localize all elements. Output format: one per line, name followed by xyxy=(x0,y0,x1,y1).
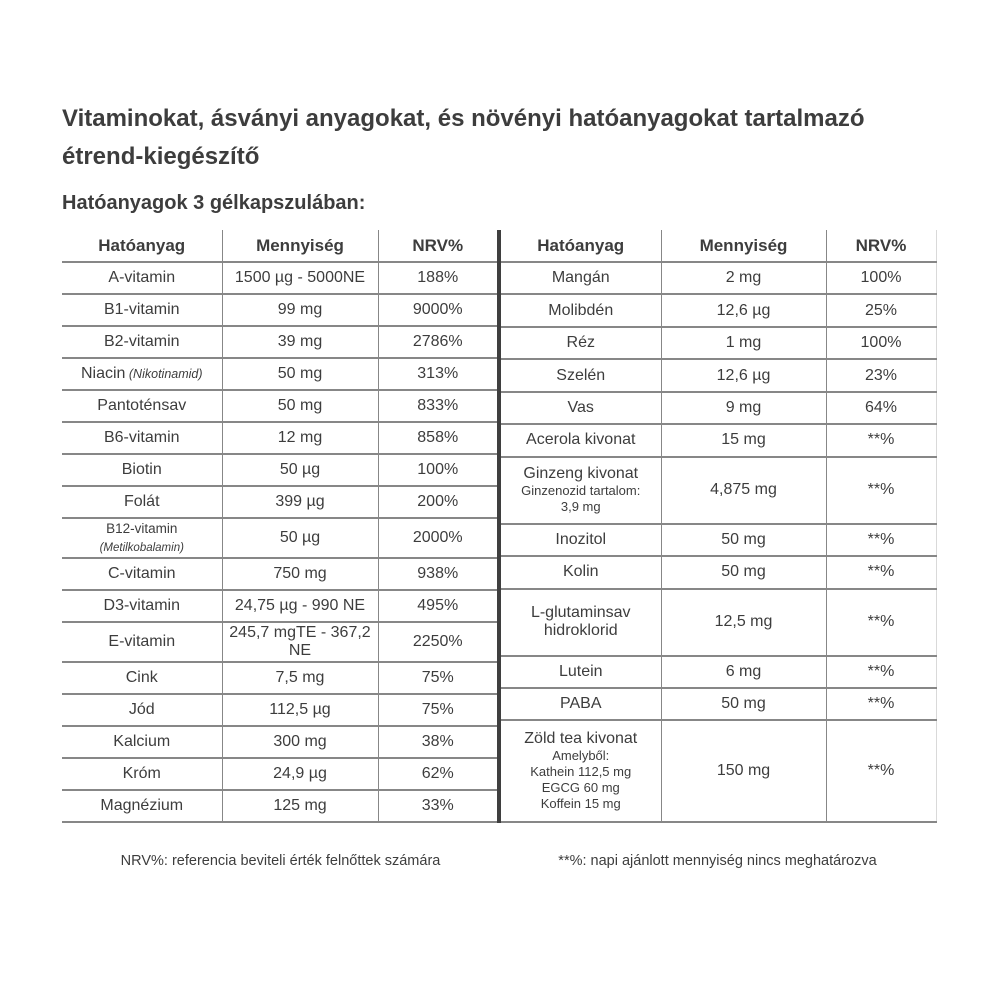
ingredient-name-note: (Nikotinamid) xyxy=(125,367,203,381)
ingredient-subline: Amelyből: xyxy=(552,748,610,764)
table-row xyxy=(501,589,936,656)
amount-cell: 12,6 µg xyxy=(661,294,826,326)
amount-cell: 50 mg xyxy=(661,688,826,720)
amount-cell: 12,6 µg xyxy=(661,359,826,391)
ingredient-name-cell xyxy=(501,688,661,720)
serving-subtitle: Hatóanyagok 3 gélkapszulában: xyxy=(62,192,366,214)
nrv-cell: 2786% xyxy=(378,326,497,358)
table-row xyxy=(62,758,497,790)
amount-cell: 2 mg xyxy=(661,262,826,294)
ingredient-subline: Kathein 112,5 mg xyxy=(530,764,632,780)
table-row xyxy=(501,457,936,524)
amount-cell: 1500 µg - 5000NE xyxy=(222,262,378,294)
nrv-cell: **% xyxy=(826,556,936,588)
amount-cell: 50 µg xyxy=(222,454,378,486)
amount-cell: 12,5 mg xyxy=(661,589,826,656)
nrv-cell: 100% xyxy=(826,327,936,359)
ingredient-name: Lutein xyxy=(558,662,603,680)
ingredient-subline: Ginzenozid tartalom: xyxy=(521,483,641,499)
column-header-nrv: NRV% xyxy=(826,230,936,262)
nrv-cell: 833% xyxy=(378,390,497,422)
right-table-body xyxy=(501,262,936,822)
table-row xyxy=(501,424,936,456)
ingredient-name-cell xyxy=(501,656,661,688)
amount-cell: 39 mg xyxy=(222,326,378,358)
ingredient-name-cell xyxy=(501,262,661,294)
column-header-ingredient: Hatóanyag xyxy=(501,230,661,262)
nrv-cell: 313% xyxy=(378,358,497,390)
amount-cell: 750 mg xyxy=(222,558,378,590)
ingredient-name: L-glutaminsav hidroklorid xyxy=(530,604,631,640)
amount-cell: 24,9 µg xyxy=(222,758,378,790)
ingredient-name: Kolin xyxy=(562,563,599,581)
table-row xyxy=(501,524,936,556)
page-title: Vitaminokat, ásványi anyagokat, és növényi hatóanyagokat tartalmazó étrend-kiegészítő xyxy=(62,105,865,170)
nrv-cell: 33% xyxy=(378,790,497,822)
table-row xyxy=(62,726,497,758)
ingredient-name-cell xyxy=(62,590,222,622)
amount-cell: 12 mg xyxy=(222,422,378,454)
column-header-amount: Mennyiség xyxy=(222,230,378,262)
amount-cell: 6 mg xyxy=(661,656,826,688)
ingredient-name: D3-vitamin xyxy=(103,597,180,614)
table-row xyxy=(62,694,497,726)
amount-cell: 50 µg xyxy=(222,518,378,558)
table-row xyxy=(62,590,497,622)
ingredient-name-note: (Metilkobalamin) xyxy=(99,542,184,554)
nrv-cell: **% xyxy=(826,688,936,720)
ingredient-name: B1-vitamin xyxy=(103,301,180,318)
nrv-cell: 75% xyxy=(378,694,497,726)
ingredient-name-cell xyxy=(62,358,222,390)
table-row xyxy=(501,720,936,822)
ingredient-name-cell xyxy=(62,622,222,662)
ingredient-name: Szelén xyxy=(556,366,606,384)
ingredient-name-cell xyxy=(501,392,661,424)
table-row xyxy=(501,359,936,391)
nrv-cell: 188% xyxy=(378,262,497,294)
ingredient-name-cell xyxy=(62,326,222,358)
nrv-cell: 23% xyxy=(826,359,936,391)
nrv-cell: 2250% xyxy=(378,622,497,662)
amount-cell: 399 µg xyxy=(222,486,378,518)
ingredient-name: Jód xyxy=(128,701,155,718)
ingredient-name-cell xyxy=(62,390,222,422)
amount-cell: 99 mg xyxy=(222,294,378,326)
nrv-cell: **% xyxy=(826,656,936,688)
ingredient-name: E-vitamin xyxy=(108,633,176,650)
ingredient-name-cell xyxy=(501,424,661,456)
ingredient-subline: 3,9 mg xyxy=(560,499,601,515)
amount-cell: 300 mg xyxy=(222,726,378,758)
amount-cell: 50 mg xyxy=(661,556,826,588)
ingredient-name: Cink xyxy=(125,669,158,686)
table-row xyxy=(501,262,936,294)
ingredient-name: Niacin xyxy=(80,365,126,382)
table-row xyxy=(62,294,497,326)
nrv-cell: 2000% xyxy=(378,518,497,558)
amount-cell: 24,75 µg - 990 NE xyxy=(222,590,378,622)
ingredient-name: Réz xyxy=(566,334,595,352)
table-row xyxy=(62,358,497,390)
table-row xyxy=(62,558,497,590)
ingredient-name: B2-vitamin xyxy=(103,333,180,350)
ingredient-name: Kalcium xyxy=(113,733,171,750)
table-row xyxy=(501,656,936,688)
table-row xyxy=(62,390,497,422)
ingredient-name-cell xyxy=(501,589,661,656)
ingredient-name-cell xyxy=(62,518,222,558)
nrv-cell: 100% xyxy=(826,262,936,294)
table-row xyxy=(62,662,497,694)
amount-cell: 112,5 µg xyxy=(222,694,378,726)
nrv-cell: 25% xyxy=(826,294,936,326)
right-nutrition-table xyxy=(501,230,937,823)
amount-cell: 50 mg xyxy=(661,524,826,556)
amount-cell: 125 mg xyxy=(222,790,378,822)
table-row xyxy=(62,422,497,454)
nrv-cell: **% xyxy=(826,524,936,556)
ingredient-name: Inozitol xyxy=(555,530,607,548)
ingredient-name-cell xyxy=(62,726,222,758)
ingredient-name-cell xyxy=(62,694,222,726)
ingredient-name: B6-vitamin xyxy=(103,429,180,446)
table-row xyxy=(501,327,936,359)
nrv-cell: 38% xyxy=(378,726,497,758)
ingredient-name: Magnézium xyxy=(100,797,184,814)
table-row xyxy=(62,262,497,294)
nrv-cell: 100% xyxy=(378,454,497,486)
ingredient-name: A-vitamin xyxy=(108,269,176,286)
ingredient-name-cell xyxy=(62,262,222,294)
ingredient-name-cell xyxy=(62,758,222,790)
ingredient-name-cell xyxy=(501,720,661,822)
column-header-ingredient: Hatóanyag xyxy=(62,230,222,262)
ingredient-name-cell xyxy=(62,454,222,486)
ingredient-name-cell xyxy=(501,524,661,556)
amount-cell: 50 mg xyxy=(222,390,378,422)
ingredient-name: Zöld tea kivonat xyxy=(524,730,638,748)
amount-cell: 1 mg xyxy=(661,327,826,359)
ingredient-name: Pantoténsav xyxy=(97,397,187,414)
ingredient-name: Mangán xyxy=(551,269,610,287)
nrv-cell: **% xyxy=(826,589,936,656)
ingredient-name: Biotin xyxy=(121,461,162,478)
nrv-cell: **% xyxy=(826,720,936,822)
ingredient-name: Króm xyxy=(122,765,161,782)
ingredient-name: B12-vitamin xyxy=(106,521,178,536)
ingredient-name-cell xyxy=(501,457,661,524)
table-row xyxy=(62,486,497,518)
nrv-cell: 200% xyxy=(378,486,497,518)
nrv-cell: 495% xyxy=(378,590,497,622)
ingredient-name-cell xyxy=(501,327,661,359)
amount-cell: 150 mg xyxy=(661,720,826,822)
header-row xyxy=(62,230,497,262)
ingredient-name: C-vitamin xyxy=(107,565,176,582)
table-row xyxy=(62,790,497,822)
ingredient-name: Vas xyxy=(567,399,594,417)
amount-cell: 9 mg xyxy=(661,392,826,424)
ingredient-name: Ginzeng kivonat xyxy=(523,465,639,483)
table-row xyxy=(62,326,497,358)
left-nutrition-table xyxy=(62,230,497,823)
table-row xyxy=(501,556,936,588)
ingredient-name-cell xyxy=(501,359,661,391)
amount-cell: 7,5 mg xyxy=(222,662,378,694)
table-row xyxy=(501,688,936,720)
nrv-cell: 938% xyxy=(378,558,497,590)
amount-cell: 4,875 mg xyxy=(661,457,826,524)
ingredient-name: Acerola kivonat xyxy=(526,431,636,449)
table-row xyxy=(62,454,497,486)
asterisk-footnote: **%: napi ajánlott mennyiség nincs meghatározva xyxy=(558,853,877,869)
ingredient-name: Molibdén xyxy=(548,301,614,319)
ingredient-name-cell xyxy=(62,662,222,694)
ingredient-subline: EGCG 60 mg xyxy=(541,780,620,796)
ingredient-name-cell xyxy=(62,790,222,822)
right-table-header xyxy=(501,230,936,262)
nrv-cell: 64% xyxy=(826,392,936,424)
nrv-cell: **% xyxy=(826,457,936,524)
ingredient-subline: Koffein 15 mg xyxy=(540,796,621,812)
ingredient-name: Folát xyxy=(123,493,160,510)
amount-cell: 15 mg xyxy=(661,424,826,456)
column-header-amount: Mennyiség xyxy=(661,230,826,262)
amount-cell: 245,7 mgTE - 367,2 NE xyxy=(222,622,378,662)
column-header-nrv: NRV% xyxy=(378,230,497,262)
nrv-cell: 858% xyxy=(378,422,497,454)
table-row xyxy=(62,518,497,558)
amount-cell: 50 mg xyxy=(222,358,378,390)
nrv-cell: 9000% xyxy=(378,294,497,326)
header-row xyxy=(501,230,936,262)
nrv-cell: 62% xyxy=(378,758,497,790)
ingredient-name-cell xyxy=(62,422,222,454)
nrv-cell: 75% xyxy=(378,662,497,694)
footnotes xyxy=(62,853,936,869)
table-row xyxy=(501,294,936,326)
ingredient-name-cell xyxy=(62,486,222,518)
nrv-cell: **% xyxy=(826,424,936,456)
ingredient-name-cell xyxy=(501,294,661,326)
ingredient-name-cell xyxy=(501,556,661,588)
ingredient-name-cell xyxy=(62,294,222,326)
table-row xyxy=(501,392,936,424)
nutrition-tables xyxy=(62,230,938,823)
left-table-body xyxy=(62,262,497,822)
table-row xyxy=(62,622,497,662)
ingredient-name: PABA xyxy=(560,695,602,713)
nrv-footnote: NRV%: referencia beviteli érték felnőttek számára xyxy=(120,853,441,869)
ingredient-name-cell xyxy=(62,558,222,590)
left-table-header xyxy=(62,230,497,262)
